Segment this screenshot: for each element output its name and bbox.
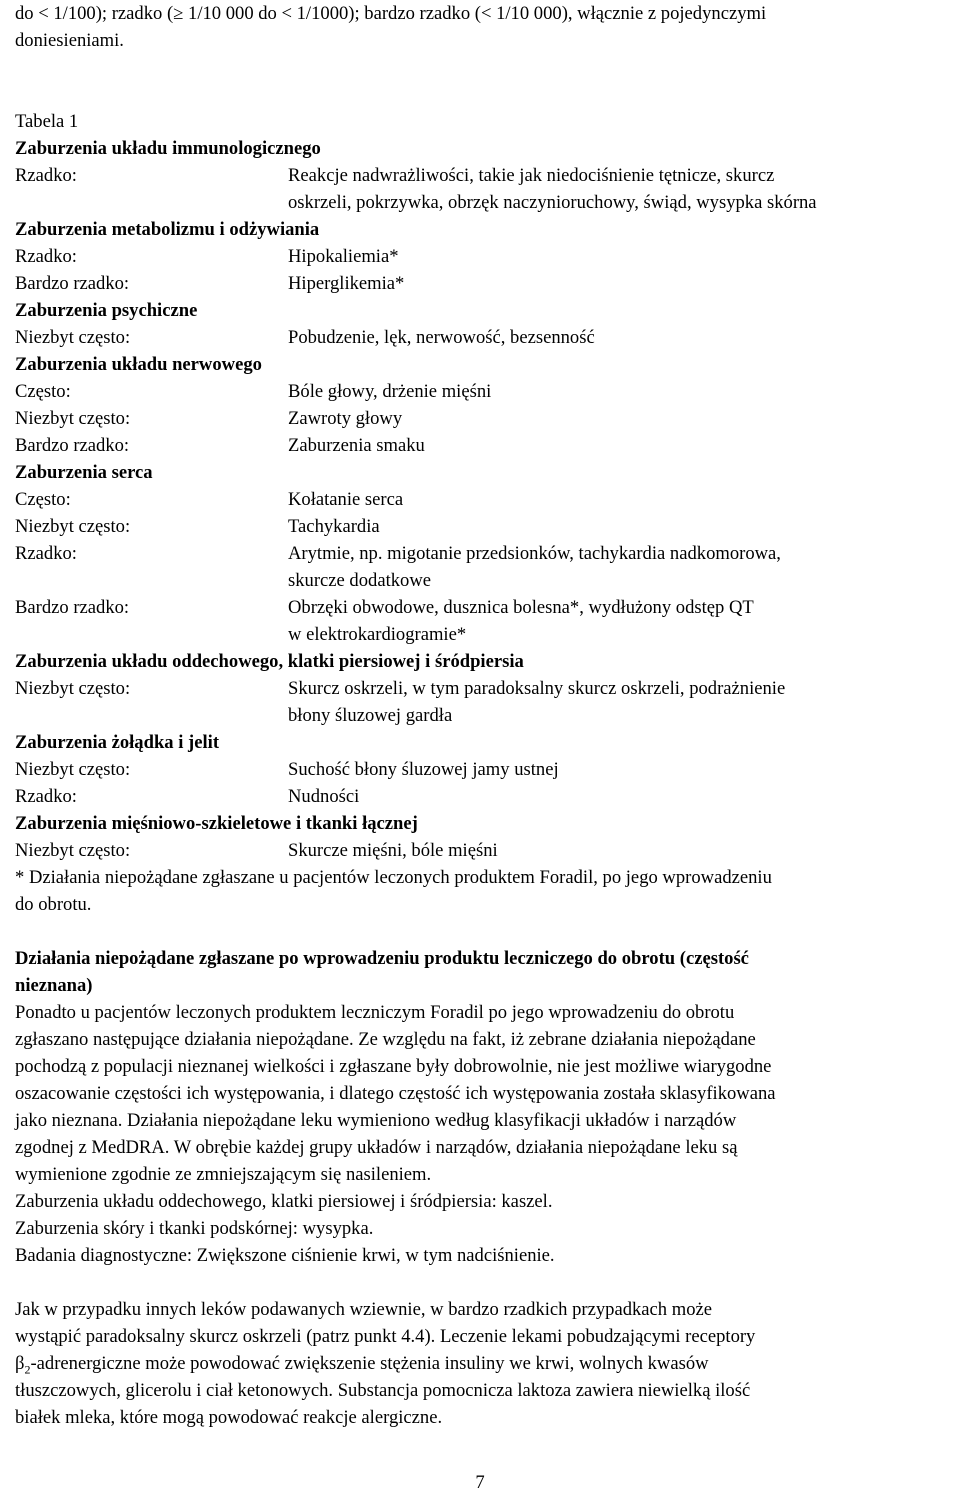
reaction-text: Zaburzenia smaku xyxy=(288,435,425,456)
section-body-line: zgodnej z MedDRA. W obrębie każdej grupy układów i narządów, działania niepożądane leku są xyxy=(15,1137,738,1158)
section-heading: Działania niepożądane zgłaszane po wprowadzeniu produktu leczniczego do obrotu (częstość xyxy=(15,948,749,969)
table-row xyxy=(15,270,950,297)
table-category: Zaburzenia żołądka i jelit xyxy=(15,732,220,753)
section-body-line: zgłaszano następujące działania niepożądane. Ze względu na fakt, iż zebrane działania niepożądane xyxy=(15,1029,756,1050)
frequency-label: Bardzo rzadko: xyxy=(15,597,130,618)
page-number: 7 xyxy=(475,1472,485,1493)
table-category: Zaburzenia układu nerwowego xyxy=(15,354,262,375)
final-paragraph-line: tłuszczowych, glicerolu i ciał ketonowych. Substancja pomocnicza laktoza zawiera niewielką ilość xyxy=(15,1380,751,1401)
table-row xyxy=(15,243,950,270)
final-line-rest: -adrenergiczne może powodować zwiększenie stężenia insuliny we krwi, wolnych kwasów xyxy=(30,1353,709,1374)
document-page xyxy=(15,0,950,1431)
intro-line: doniesieniami. xyxy=(15,30,124,51)
frequency-label xyxy=(15,621,288,648)
reaction-text: Tachykardia xyxy=(288,516,380,537)
section-body-line: oszacowanie częstości ich występowania, i dlatego częstość ich występowania została sklasyfikowana xyxy=(15,1083,776,1104)
table-row xyxy=(15,162,950,189)
frequency-label: Bardzo rzadko: xyxy=(15,435,130,456)
table-row xyxy=(15,324,950,351)
table-row xyxy=(15,783,950,810)
section-body-line: wymienione zgodnie ze zmniejszającym się nasileniem. xyxy=(15,1164,432,1185)
table-footnote: * Działania niepożądane zgłaszane u pacjentów leczonych produktem Foradil, po jego wprowadzeniu xyxy=(15,867,772,888)
table-row xyxy=(15,432,950,459)
reaction-text: Hipokaliemia* xyxy=(288,246,399,267)
reaction-text: oskrzeli, pokrzywka, obrzęk naczynioruchowy, świąd, wysypka skórna xyxy=(288,192,817,213)
table-row xyxy=(15,594,950,621)
table-category: Zaburzenia mięśniowo-szkieletowe i tkanki łącznej xyxy=(15,813,418,834)
table-row xyxy=(15,378,950,405)
frequency-label: Niezbyt często: xyxy=(15,516,131,537)
final-paragraph-line: wystąpić paradoksalny skurcz oskrzeli (patrz punkt 4.4). Leczenie lekami pobudzającymi receptory xyxy=(15,1326,756,1347)
table-title: Tabela 1 xyxy=(15,111,79,132)
table-footnote: do obrotu. xyxy=(15,894,92,915)
table-row xyxy=(15,675,950,702)
reaction-text: Kołatanie serca xyxy=(288,489,404,510)
reaction-text: Zawroty głowy xyxy=(288,408,403,429)
frequency-label: Niezbyt często: xyxy=(15,678,131,699)
section-heading: nieznana) xyxy=(15,975,93,996)
table-row xyxy=(15,486,950,513)
frequency-label xyxy=(15,189,288,216)
frequency-label: Niezbyt często: xyxy=(15,408,131,429)
reaction-text: Nudności xyxy=(288,786,360,807)
table-category: Zaburzenia psychiczne xyxy=(15,300,198,321)
table-row xyxy=(15,513,950,540)
final-paragraph-line: Jak w przypadku innych leków podawanych wziewnie, w bardzo rzadkich przypadkach może xyxy=(15,1299,713,1320)
reaction-text: Suchość błony śluzowej jamy ustnej xyxy=(288,759,559,780)
adverse-reactions-table xyxy=(15,135,950,864)
reaction-text: Arytmie, np. migotanie przedsionków, tachykardia nadkomorowa, xyxy=(288,543,781,564)
table-row xyxy=(15,756,950,783)
table-row xyxy=(15,189,950,216)
reaction-text: Skurcze mięśni, bóle mięśni xyxy=(288,840,498,861)
table-row xyxy=(15,837,950,864)
reaction-text: Pobudzenie, lęk, nerwowość, bezsenność xyxy=(288,327,595,348)
section-body-line: Zaburzenia skóry i tkanki podskórnej: wysypka. xyxy=(15,1218,374,1239)
table-row xyxy=(15,702,950,729)
beta-subscript: 2 xyxy=(24,1362,31,1377)
table-category: Zaburzenia metabolizmu i odżywiania xyxy=(15,219,320,240)
frequency-label: Rzadko: xyxy=(15,165,77,186)
beta-symbol: β xyxy=(15,1353,25,1374)
frequency-label: Często: xyxy=(15,489,71,510)
table-category: Zaburzenia serca xyxy=(15,462,153,483)
frequency-label: Niezbyt często: xyxy=(15,327,131,348)
reaction-text: błony śluzowej gardła xyxy=(288,705,453,726)
section-body-line: Badania diagnostyczne: Zwiększone ciśnienie krwi, w tym nadciśnienie. xyxy=(15,1245,555,1266)
frequency-label: Rzadko: xyxy=(15,786,77,807)
reaction-text: Reakcje nadwrażliwości, takie jak niedociśnienie tętnicze, skurcz xyxy=(288,165,775,186)
reaction-text: w elektrokardiogramie* xyxy=(288,624,467,645)
section-body-line: Zaburzenia układu oddechowego, klatki piersiowej i śródpiersia: kaszel. xyxy=(15,1191,553,1212)
frequency-label: Często: xyxy=(15,381,71,402)
table-category: Zaburzenia układu oddechowego, klatki piersiowej i śródpiersia xyxy=(15,651,524,672)
section-body-line: jako nieznana. Działania niepożądane leku wymieniono według klasyfikacji układów i narządów xyxy=(15,1110,737,1131)
section-body-line: Ponadto u pacjentów leczonych produktem leczniczym Foradil po jego wprowadzeniu do obrotu xyxy=(15,1002,735,1023)
section-body-line: pochodzą z populacji nieznanej wielkości i zgłaszane były dobrowolnie, nie jest możliwe wiarygodne xyxy=(15,1056,772,1077)
frequency-label xyxy=(15,567,288,594)
frequency-label: Bardzo rzadko: xyxy=(15,273,130,294)
reaction-text: skurcze dodatkowe xyxy=(288,570,432,591)
table-row xyxy=(15,567,950,594)
table-row xyxy=(15,540,950,567)
frequency-label xyxy=(15,702,288,729)
final-paragraph-line xyxy=(15,1350,950,1377)
frequency-label: Niezbyt często: xyxy=(15,759,131,780)
frequency-label: Rzadko: xyxy=(15,246,77,267)
frequency-label: Rzadko: xyxy=(15,543,77,564)
reaction-text: Obrzęki obwodowe, dusznica bolesna*, wydłużony odstęp QT xyxy=(288,597,754,618)
reaction-text: Hiperglikemia* xyxy=(288,273,405,294)
table-row xyxy=(15,405,950,432)
reaction-text: Bóle głowy, drżenie mięśni xyxy=(288,381,492,402)
table-category: Zaburzenia układu immunologicznego xyxy=(15,138,321,159)
intro-line: do < 1/100); rzadko (≥ 1/10 000 do < 1/1000); bardzo rzadko (< 1/10 000), włącznie z pojedynczymi xyxy=(15,3,767,24)
reaction-text: Skurcz oskrzeli, w tym paradoksalny skurcz oskrzeli, podrażnienie xyxy=(288,678,786,699)
final-paragraph-line: białek mleka, które mogą powodować reakcje alergiczne. xyxy=(15,1407,443,1428)
frequency-label: Niezbyt często: xyxy=(15,840,131,861)
table-row xyxy=(15,621,950,648)
